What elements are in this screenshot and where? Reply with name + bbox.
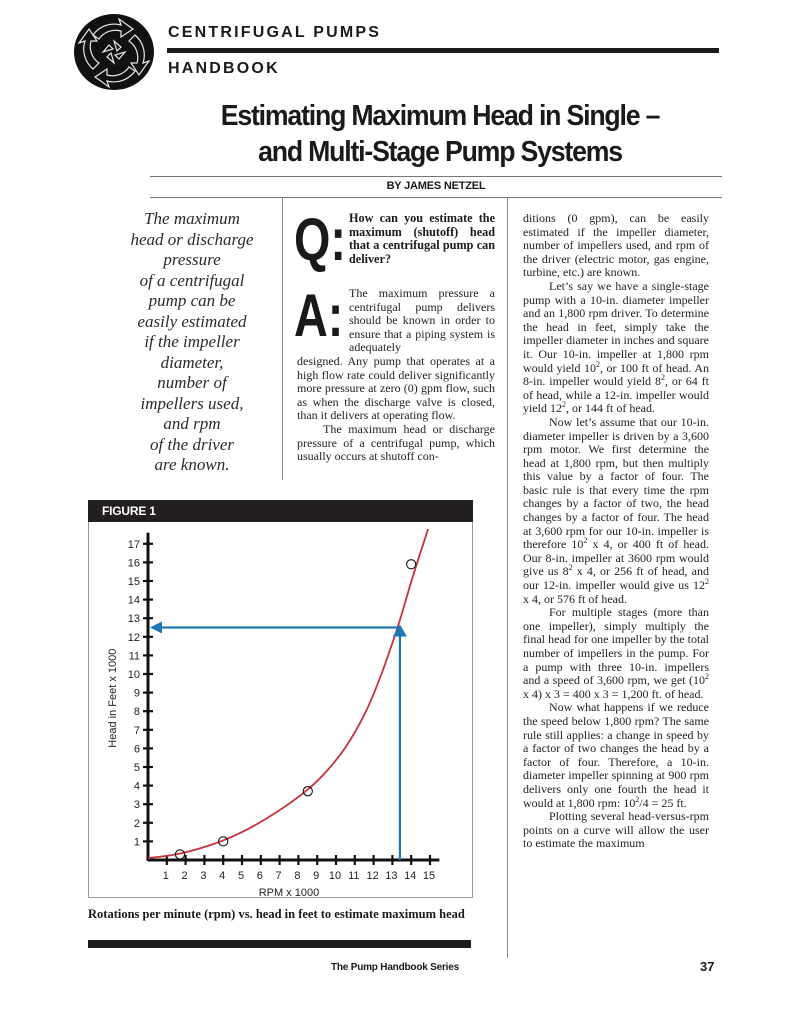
figure-label: FIGURE 1 xyxy=(88,500,473,522)
pull-quote-line: easily estimated xyxy=(137,311,247,331)
y-tick-label: 7 xyxy=(133,724,140,737)
y-tick-label: 6 xyxy=(133,743,140,756)
y-tick-label: 16 xyxy=(127,557,140,570)
x-tick-label: 8 xyxy=(294,870,301,882)
column-divider-2 xyxy=(507,198,508,958)
x-tick-label: 5 xyxy=(237,870,245,882)
answer-paragraph: designed. Any pump that operates at a high flow rate could deliver significantly more pressure at zero (0) gpm flow, such as when the discharge valve is closed, than it delivers at operating flow. xyxy=(297,354,495,423)
answer-intro: The maximum pressure a centrifugal pump delivers should be known in order to ensure that a piping system is adequately xyxy=(349,286,495,355)
x-tick-label: 14 xyxy=(404,870,417,882)
body-column-3 xyxy=(523,212,709,851)
pull-quote-line: The maximum xyxy=(144,209,240,228)
x-tick-label: 13 xyxy=(385,870,398,882)
pull-quote-line: are known. xyxy=(154,455,230,474)
figure-caption: Rotations per minute (rpm) vs. head in feet to estimate maximum head xyxy=(88,907,465,921)
pull-quote-line: diameter, xyxy=(160,352,224,372)
y-tick-label: 10 xyxy=(127,669,140,681)
pull-quote-line: of the driver xyxy=(149,434,235,454)
y-tick-label: 3 xyxy=(133,799,140,812)
y-tick-label: 1 xyxy=(133,836,140,849)
x-tick-label: 1 xyxy=(162,870,169,882)
byline-rule xyxy=(150,197,722,198)
answer-paragraph-2: The maximum head or discharge pressure of a centrifugal pump, which usually occurs at shutoff con- xyxy=(297,421,495,464)
title-line-1: Estimating Maximum Head in Single – xyxy=(220,100,660,132)
series-subtitle: HANDBOOK xyxy=(168,60,280,77)
pump-impeller-logo-icon xyxy=(73,13,155,91)
y-tick-label: 4 xyxy=(133,780,140,793)
pull-quote-line: pump can be xyxy=(148,291,236,310)
y-tick-label: 17 xyxy=(127,538,140,551)
pull-quote xyxy=(104,209,280,476)
question-text: How can you estimate the maximum (shutoff) head that a centrifugal pump can deliver? xyxy=(349,211,495,266)
column-divider-1 xyxy=(282,198,283,480)
pull-quote-line: if the impeller xyxy=(144,332,240,351)
y-axis-label: Head in Feet x 1000 xyxy=(107,648,119,748)
x-tick-label: 15 xyxy=(422,870,436,882)
caption-bar xyxy=(88,940,471,948)
y-tick-label: 8 xyxy=(133,706,140,719)
article-title xyxy=(173,98,707,170)
pull-quote-line: pressure xyxy=(163,250,221,269)
header-divider xyxy=(167,48,719,53)
pull-quote-line: and rpm xyxy=(163,414,221,433)
y-tick-label: 14 xyxy=(127,594,140,607)
x-tick-label: 2 xyxy=(181,870,188,882)
paragraph: ditions (0 gpm), can be easily estimated if the impeller diameter, number of impellers used, and rpm of the driver (electric motor, gas engine, turbine, etc.) are known. xyxy=(523,211,709,280)
arrowhead-up-icon xyxy=(393,625,407,637)
answer-marker: A: xyxy=(294,282,344,349)
page-number: 37 xyxy=(700,959,715,974)
y-tick-label: 11 xyxy=(128,650,140,663)
y-tick-label: 9 xyxy=(133,687,140,700)
paragraph: Let’s say we have a single-stage pump with a 10-in. diameter impeller and an 1,800 rpm driver. To determine the head in feet, simply take the impeller diameter in inches and square it. Our 10-in. impeller at 1,800 rpm would yield $10^2$, or 100 ft of head. An 8-in. impeller would yield $8^2$, or 64 ft of head, while a 12-in. impeller would yield $12^2$, or 144 ft of head. xyxy=(523,278,710,416)
head-curve xyxy=(148,529,428,858)
y-tick-label: 12 xyxy=(127,631,140,644)
pull-quote-line: of a centrifugal xyxy=(139,270,245,290)
title-line-2: and Multi-Stage Pump Systems xyxy=(258,136,622,168)
footer-series: The Pump Handbook Series xyxy=(330,962,459,973)
x-tick-label: 11 xyxy=(348,870,360,882)
question-marker: Q: xyxy=(294,206,346,273)
x-axis-label: RPM x 1000 xyxy=(258,887,320,898)
pull-quote-line: impellers used, xyxy=(140,393,244,413)
series-title: CENTRIFUGAL PUMPS xyxy=(168,24,382,41)
pull-quote-line: number of xyxy=(157,373,227,392)
paragraph: Now what happens if we reduce the speed below 1,800 rpm? The same rule still applies: a change in speed by a factor of two changes the head by a factor of four. Therefore, a 10-in. diameter impeller spinning at 900 rpm delivers only one fourth the head it would at 1,800 rpm: $10^2/4 = 25$ ft. xyxy=(523,700,709,810)
x-tick-label: 4 xyxy=(219,870,226,882)
x-tick-label: 10 xyxy=(328,870,342,882)
rpm-vs-head-chart xyxy=(88,522,473,898)
paragraph: Plotting several head-versus-rpm points on a curve will allow the user to estimate the maximum xyxy=(523,809,709,851)
x-tick-label: 12 xyxy=(366,870,379,882)
arrowhead-left-icon xyxy=(150,622,162,634)
paragraph: For multiple stages (more than one impeller), simply multiply the final head for one impeller by the total number of impellers in the pump. For a pump with three 10-in. impellers and a speed of 3,600 rpm, we get ($10^2$ x 4) x 3 = 400 x 3 = 1,200 ft. of head. xyxy=(523,605,709,701)
paragraph: Now let’s assume that our 10-in. diameter impeller is driven by a 3,600 rpm motor. We first determine the head at 1,800 rpm, but then multiply this value by a factor of four. The basic rule is that every time the rpm changes by a factor of two, the head changes by a factor of four. The head at 3,600 rpm for our 10-in. impeller is therefore $10^2$ x 4, or 400 ft of head. Our 8-in. impeller at 3600 rpm would give us $8^2$ x 4, or 256 ft of head, and our 12-in. impeller would give us $12^2$ x 4, or 576 ft of head. xyxy=(523,414,709,606)
byline: BY JAMES NETZEL xyxy=(386,180,486,192)
y-tick-label: 13 xyxy=(127,613,140,626)
x-tick-label: 9 xyxy=(313,870,320,882)
x-tick-label: 6 xyxy=(256,870,263,882)
y-tick-label: 2 xyxy=(133,817,140,830)
data-point-marker xyxy=(407,560,416,569)
y-tick-label: 15 xyxy=(127,576,140,588)
x-tick-label: 7 xyxy=(275,870,282,882)
x-tick-label: 3 xyxy=(200,870,207,882)
y-tick-label: 5 xyxy=(133,762,140,774)
title-rule xyxy=(150,176,722,177)
answer-body xyxy=(297,355,495,464)
pull-quote-line: head or discharge xyxy=(130,229,254,249)
